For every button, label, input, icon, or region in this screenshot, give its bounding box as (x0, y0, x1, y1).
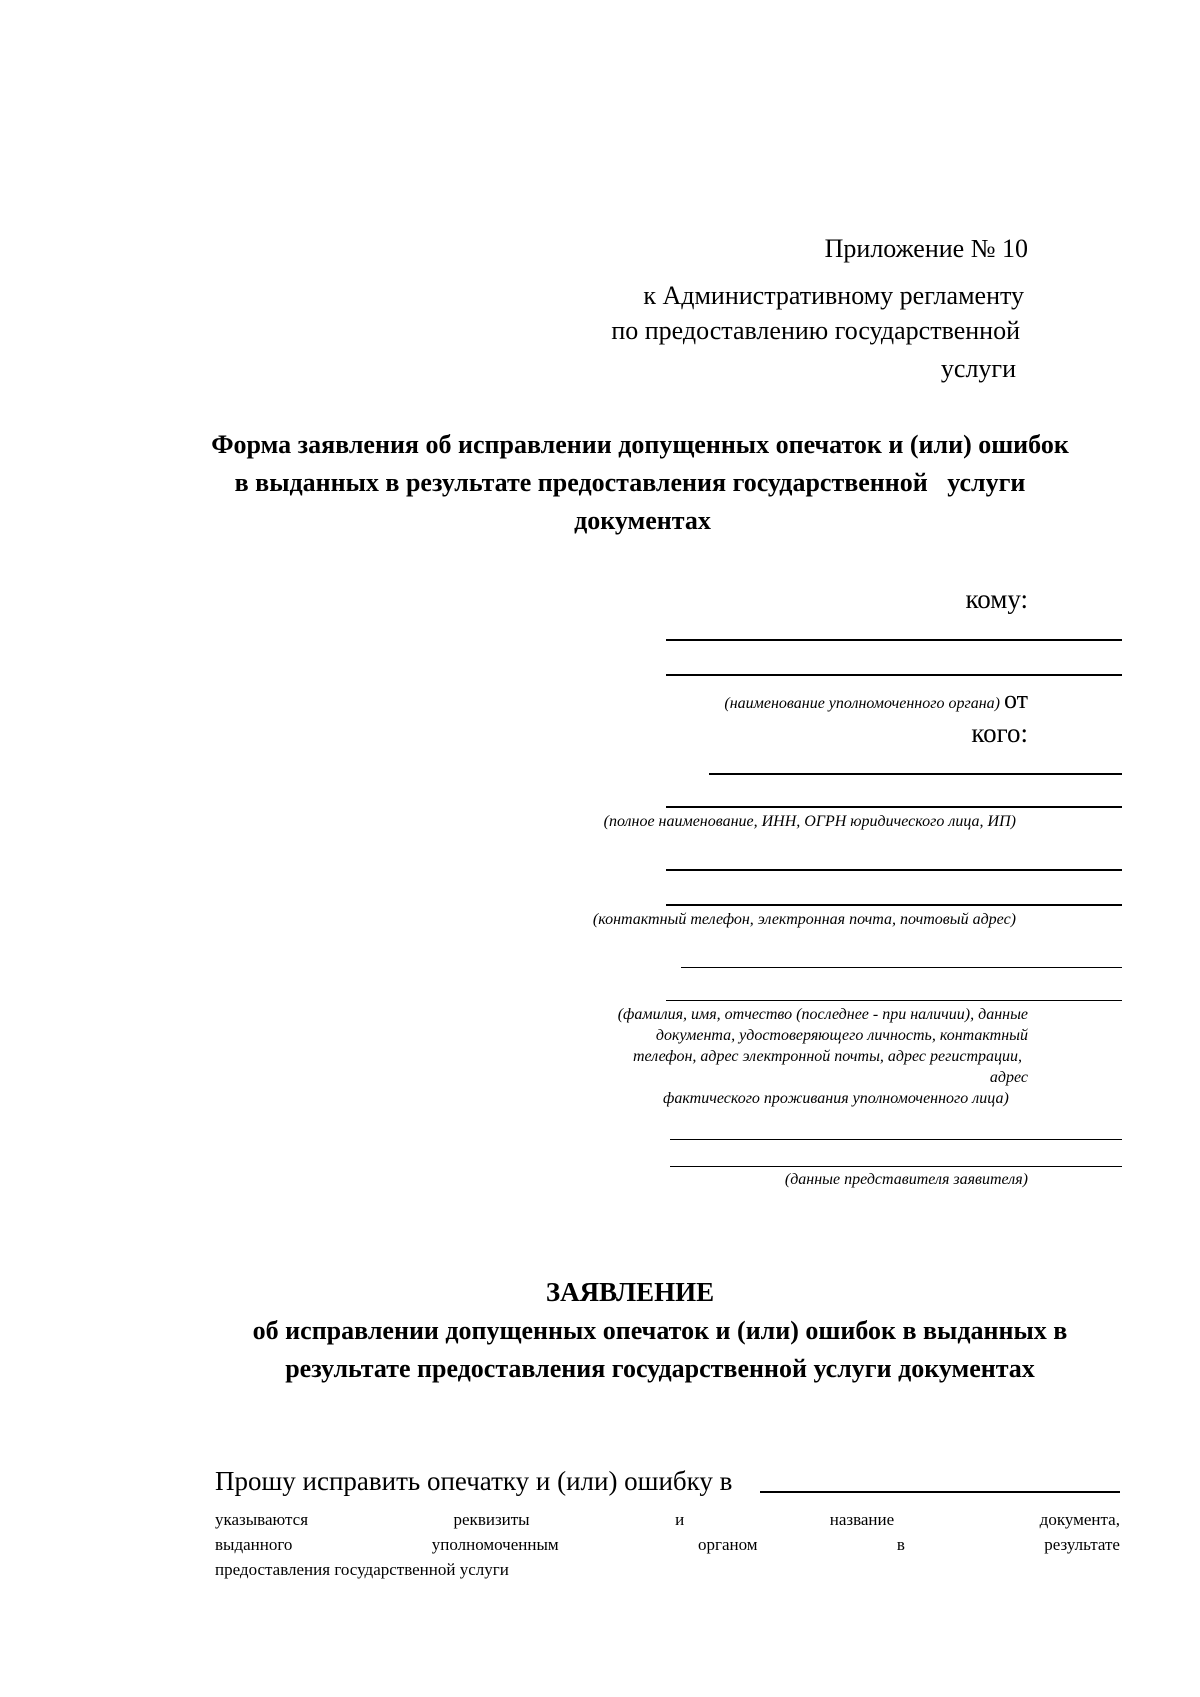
person-caption-line-3: телефон, адрес электронной почты, адрес регистрации, (632, 1048, 1022, 1065)
explanation-word: результате (1044, 1535, 1120, 1554)
entity-caption: (полное наименование, ИНН, ОГРН юридического лица, ИП) (603, 813, 1016, 830)
document-input-line[interactable] (760, 1491, 1120, 1493)
person-caption-line-2: документа, удостоверяющего личность, контактный (655, 1027, 1028, 1044)
to-input-line-2[interactable] (666, 674, 1122, 676)
person-input-line-2[interactable] (666, 1000, 1122, 1001)
form-title-line-1: Форма заявления об исправлении допущенных опечаток и (или) ошибок (211, 430, 1069, 459)
form-title-line-2: в выданных в результате предоставления государственной услуги (234, 468, 1026, 497)
appendix-number: Приложение № 10 (824, 234, 1028, 263)
rep-input-line-2[interactable] (670, 1166, 1122, 1167)
statement-subtitle-line-1: об исправлении допущенных опечаток и (или) ошибок в выданных в (252, 1316, 1068, 1345)
explanation-word: указываются (215, 1510, 309, 1529)
person-caption-line-5: фактического проживания уполномоченного лица) (663, 1090, 1009, 1107)
explanation-row-1 (215, 1508, 1120, 1532)
appendix-line-regulation: к Административному регламенту (643, 281, 1024, 310)
request-text: Прошу исправить опечатку и (или) ошибку в (215, 1466, 733, 1496)
from-input-line-2[interactable] (666, 806, 1122, 808)
to-label: кому: (965, 584, 1028, 614)
explanation-word: органом (698, 1535, 758, 1554)
statement-heading: ЗАЯВЛЕНИЕ (545, 1277, 715, 1307)
entity-input-line[interactable] (666, 869, 1122, 871)
explanation-row-3: предоставления государственной услуги (215, 1560, 509, 1579)
explanation-word: реквизиты (453, 1510, 530, 1529)
explanation-word: и (675, 1510, 685, 1529)
form-title-line-3: документах (574, 506, 711, 535)
person-input-line-1[interactable] (681, 967, 1122, 968)
appendix-line-service: услуги (940, 354, 1016, 383)
person-caption-line-1: (фамилия, имя, отчество (последнее - при наличии), данные (617, 1006, 1028, 1023)
explanation-word: выданного (215, 1535, 293, 1554)
appendix-line-provision: по предоставлению государственной (611, 316, 1020, 345)
explanation-word: название (829, 1510, 895, 1529)
org-caption-row (724, 686, 1028, 718)
contact-input-line[interactable] (666, 904, 1122, 906)
rep-caption: (данные представителя заявителя) (784, 1171, 1028, 1188)
explanation-word: уполномоченным (431, 1535, 559, 1554)
contact-caption: (контактный телефон, электронная почта, почтовый адрес) (592, 911, 1016, 928)
from-label-part-2: кого: (971, 718, 1028, 748)
from-label-part-1: от (1003, 685, 1028, 714)
explanation-row-2 (215, 1533, 1120, 1557)
rep-input-line-1[interactable] (670, 1139, 1122, 1140)
from-input-line-1[interactable] (709, 773, 1122, 775)
person-caption-line-4: адрес (989, 1069, 1028, 1086)
to-input-line-1[interactable] (666, 639, 1122, 641)
explanation-word: документа, (1039, 1510, 1120, 1529)
explanation-word: в (896, 1535, 905, 1554)
org-caption: (наименование уполномоченного органа) (724, 695, 1000, 712)
statement-subtitle-line-2: результате предоставления государственной услуги документах (285, 1354, 1035, 1383)
